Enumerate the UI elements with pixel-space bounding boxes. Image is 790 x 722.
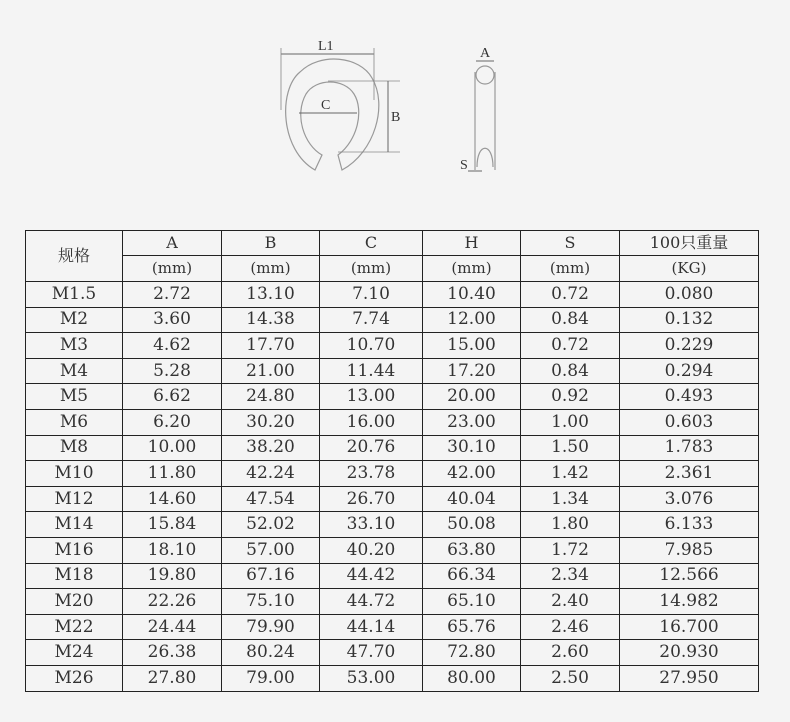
cell-s: 0.72	[521, 333, 620, 359]
cell-s: 2.50	[521, 665, 620, 691]
cell-h: 50.08	[423, 512, 521, 538]
cell-c: 44.14	[320, 614, 423, 640]
cell-b: 80.24	[222, 640, 320, 666]
cell-spec: M20	[26, 589, 123, 615]
cell-spec: M26	[26, 665, 123, 691]
cell-b: 30.20	[222, 409, 320, 435]
cell-weight: 20.930	[620, 640, 759, 666]
cell-spec: M1.5	[26, 282, 123, 308]
header-s: S	[521, 231, 620, 256]
cell-s: 0.84	[521, 307, 620, 333]
cell-c: 11.44	[320, 358, 423, 384]
table-row	[26, 563, 759, 589]
cell-c: 47.70	[320, 640, 423, 666]
cell-b: 67.16	[222, 563, 320, 589]
table-row	[26, 537, 759, 563]
table-row	[26, 461, 759, 487]
cell-s: 0.92	[521, 384, 620, 410]
cell-s: 2.40	[521, 589, 620, 615]
header-h: H	[423, 231, 521, 256]
cell-h: 20.00	[423, 384, 521, 410]
cell-weight: 0.132	[620, 307, 759, 333]
cell-a: 18.10	[123, 537, 222, 563]
cell-s: 0.72	[521, 282, 620, 308]
cell-c: 23.78	[320, 461, 423, 487]
cell-c: 16.00	[320, 409, 423, 435]
cell-b: 57.00	[222, 537, 320, 563]
unit-row	[26, 256, 759, 282]
table-row	[26, 409, 759, 435]
cell-weight: 7.985	[620, 537, 759, 563]
header-spec: 规格	[26, 231, 123, 282]
cell-weight: 14.982	[620, 589, 759, 615]
cell-spec: M5	[26, 384, 123, 410]
cell-a: 11.80	[123, 461, 222, 487]
cell-h: 65.10	[423, 589, 521, 615]
table-row	[26, 512, 759, 538]
spec-table	[25, 230, 759, 692]
cell-spec: M14	[26, 512, 123, 538]
cell-a: 10.00	[123, 435, 222, 461]
cell-h: 15.00	[423, 333, 521, 359]
table-row	[26, 640, 759, 666]
cell-c: 13.00	[320, 384, 423, 410]
cell-b: 79.00	[222, 665, 320, 691]
cell-h: 80.00	[423, 665, 521, 691]
ring-front-view-icon	[286, 59, 379, 170]
ring-side-view-icon	[475, 66, 495, 170]
cell-b: 79.90	[222, 614, 320, 640]
cell-s: 1.34	[521, 486, 620, 512]
cell-a: 4.62	[123, 333, 222, 359]
header-c: C	[320, 231, 423, 256]
cell-spec: M12	[26, 486, 123, 512]
cell-spec: M22	[26, 614, 123, 640]
cell-b: 42.24	[222, 461, 320, 487]
cell-s: 2.46	[521, 614, 620, 640]
cell-a: 15.84	[123, 512, 222, 538]
cell-a: 19.80	[123, 563, 222, 589]
l1-label: L1	[318, 39, 334, 54]
unit-h: (mm)	[423, 256, 521, 282]
cell-a: 14.60	[123, 486, 222, 512]
s-label: S	[460, 158, 468, 173]
table-row	[26, 358, 759, 384]
cell-a: 22.26	[123, 589, 222, 615]
cell-c: 33.10	[320, 512, 423, 538]
unit-weight: (KG)	[620, 256, 759, 282]
table-row	[26, 589, 759, 615]
cell-c: 53.00	[320, 665, 423, 691]
cell-b: 17.70	[222, 333, 320, 359]
header-b: B	[222, 231, 320, 256]
cell-weight: 0.294	[620, 358, 759, 384]
cell-c: 44.42	[320, 563, 423, 589]
cell-b: 14.38	[222, 307, 320, 333]
cell-spec: M3	[26, 333, 123, 359]
cell-a: 26.38	[123, 640, 222, 666]
header-row	[26, 231, 759, 256]
cell-b: 24.80	[222, 384, 320, 410]
table-row	[26, 665, 759, 691]
cell-c: 10.70	[320, 333, 423, 359]
cell-h: 40.04	[423, 486, 521, 512]
unit-b: (mm)	[222, 256, 320, 282]
a-label: A	[480, 46, 491, 61]
table-row	[26, 333, 759, 359]
cell-b: 21.00	[222, 358, 320, 384]
cell-b: 52.02	[222, 512, 320, 538]
cell-h: 23.00	[423, 409, 521, 435]
header-weight: 100只重量	[620, 231, 759, 256]
unit-c: (mm)	[320, 256, 423, 282]
cell-weight: 3.076	[620, 486, 759, 512]
cell-s: 0.84	[521, 358, 620, 384]
cell-spec: M2	[26, 307, 123, 333]
cell-b: 13.10	[222, 282, 320, 308]
cell-weight: 12.566	[620, 563, 759, 589]
cell-spec: M4	[26, 358, 123, 384]
cell-spec: M16	[26, 537, 123, 563]
table-row	[26, 282, 759, 308]
unit-s: (mm)	[521, 256, 620, 282]
ring-dimension-diagram	[260, 20, 540, 190]
cell-c: 7.10	[320, 282, 423, 308]
cell-weight: 1.783	[620, 435, 759, 461]
header-a: A	[123, 231, 222, 256]
cell-weight: 27.950	[620, 665, 759, 691]
cell-s: 1.50	[521, 435, 620, 461]
cell-s: 1.72	[521, 537, 620, 563]
cell-weight: 6.133	[620, 512, 759, 538]
cell-weight: 0.229	[620, 333, 759, 359]
cell-a: 3.60	[123, 307, 222, 333]
cell-b: 47.54	[222, 486, 320, 512]
c-label: C	[321, 98, 331, 113]
b-label: B	[391, 110, 401, 125]
cell-h: 66.34	[423, 563, 521, 589]
cell-spec: M18	[26, 563, 123, 589]
cell-a: 2.72	[123, 282, 222, 308]
cell-spec: M6	[26, 409, 123, 435]
cell-c: 26.70	[320, 486, 423, 512]
cell-c: 7.74	[320, 307, 423, 333]
cell-h: 10.40	[423, 282, 521, 308]
cell-a: 24.44	[123, 614, 222, 640]
cell-h: 72.80	[423, 640, 521, 666]
cell-s: 1.42	[521, 461, 620, 487]
unit-a: (mm)	[123, 256, 222, 282]
cell-c: 44.72	[320, 589, 423, 615]
table-row	[26, 384, 759, 410]
cell-a: 27.80	[123, 665, 222, 691]
cell-weight: 16.700	[620, 614, 759, 640]
cell-c: 40.20	[320, 537, 423, 563]
cell-a: 6.62	[123, 384, 222, 410]
table-row	[26, 486, 759, 512]
cell-weight: 0.080	[620, 282, 759, 308]
table-row	[26, 307, 759, 333]
cell-b: 75.10	[222, 589, 320, 615]
cell-weight: 0.603	[620, 409, 759, 435]
cell-s: 2.34	[521, 563, 620, 589]
cell-a: 5.28	[123, 358, 222, 384]
cell-s: 1.80	[521, 512, 620, 538]
cell-h: 63.80	[423, 537, 521, 563]
cell-s: 1.00	[521, 409, 620, 435]
cell-h: 65.76	[423, 614, 521, 640]
cell-weight: 2.361	[620, 461, 759, 487]
cell-h: 30.10	[423, 435, 521, 461]
table-row	[26, 614, 759, 640]
cell-h: 42.00	[423, 461, 521, 487]
cell-s: 2.60	[521, 640, 620, 666]
cell-weight: 0.493	[620, 384, 759, 410]
cell-spec: M10	[26, 461, 123, 487]
cell-c: 20.76	[320, 435, 423, 461]
cell-spec: M24	[26, 640, 123, 666]
cell-a: 6.20	[123, 409, 222, 435]
cell-h: 17.20	[423, 358, 521, 384]
cell-h: 12.00	[423, 307, 521, 333]
cell-spec: M8	[26, 435, 123, 461]
table-row	[26, 435, 759, 461]
cell-b: 38.20	[222, 435, 320, 461]
